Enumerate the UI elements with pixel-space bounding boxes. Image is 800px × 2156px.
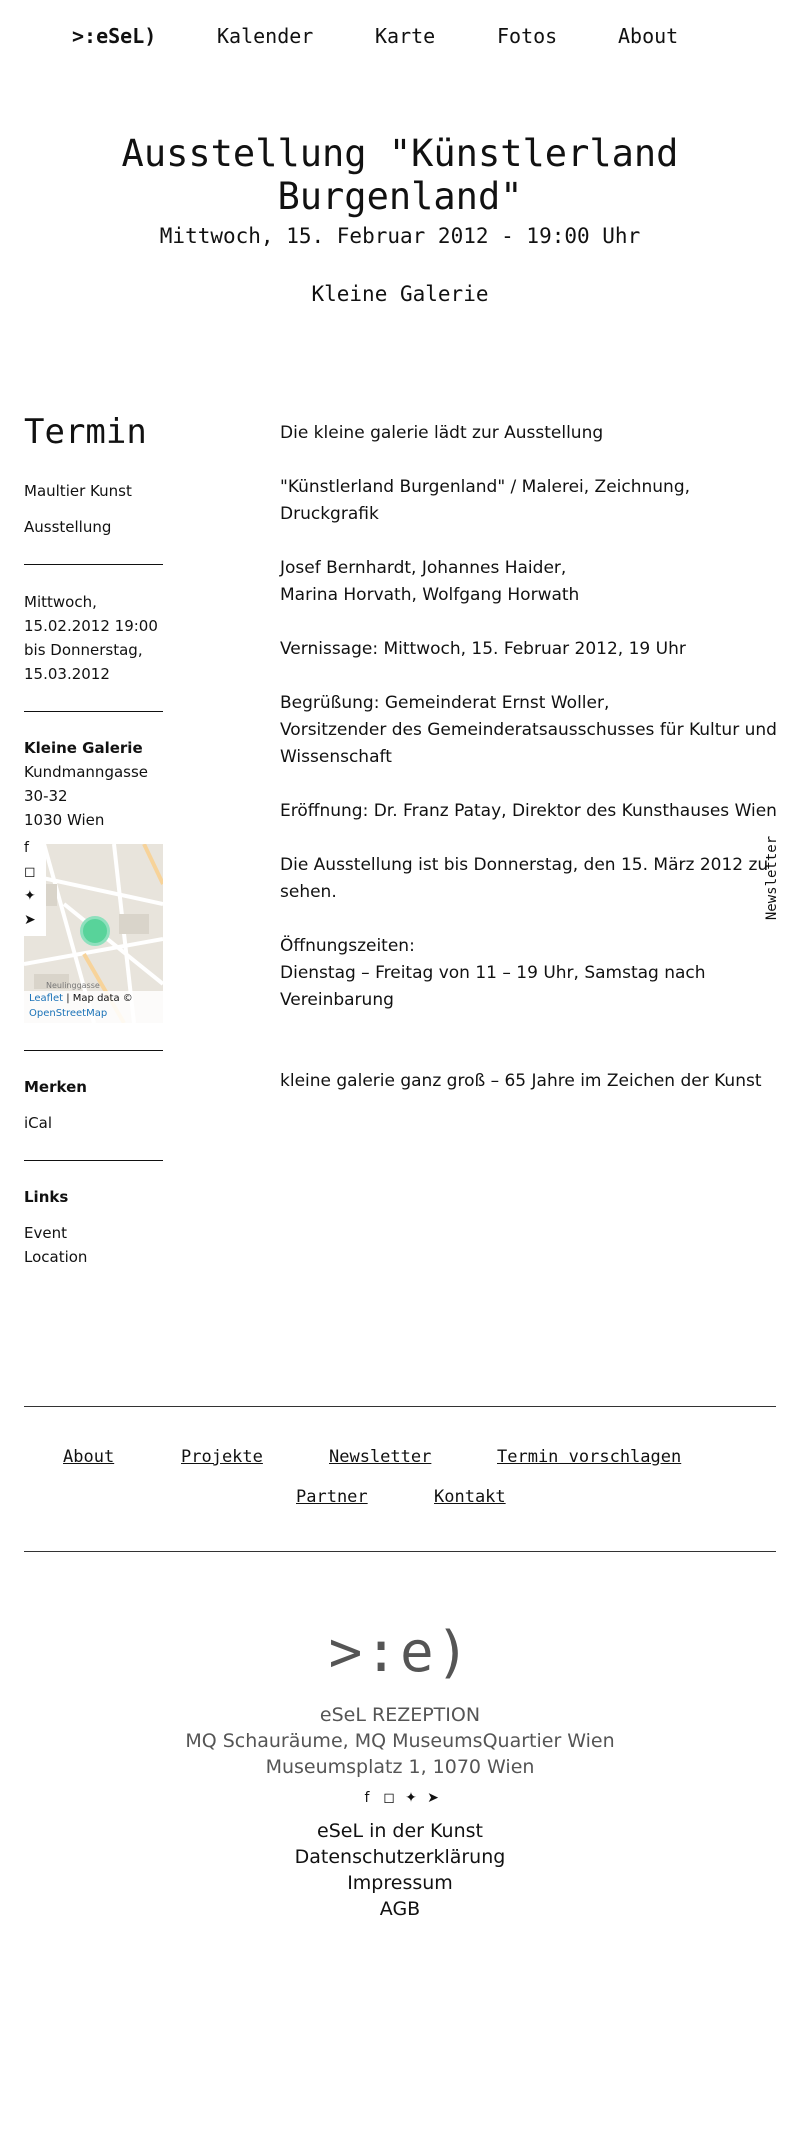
nav-karte[interactable]: Karte: [375, 24, 436, 48]
description-paragraph: Josef Bernhardt, Johannes Haider, Marina Horvath, Wolfgang Horwath: [280, 558, 580, 605]
top-nav: [0, 24, 800, 54]
divider: [24, 564, 163, 565]
event-description: [280, 420, 780, 1122]
event-date: Mittwoch, 15. Februar 2012 - 19:00 Uhr: [159, 224, 641, 248]
merken-label: Merken: [24, 1078, 87, 1096]
date-line: 15.02.2012 19:00: [24, 617, 158, 635]
footer-divider: [24, 1406, 776, 1407]
site-logo[interactable]: >:eSeL): [72, 24, 157, 48]
footer-link-termin-vorschlagen[interactable]: Termin vorschlagen: [497, 1447, 682, 1467]
telegram-icon[interactable]: ➤: [24, 912, 36, 928]
links-label: Links: [24, 1188, 69, 1206]
link-event[interactable]: Event: [24, 1224, 67, 1242]
description-paragraph: Öffnungszeiten: Dienstag – Freitag von 11 – 19 Uhr, Samstag nach Vereinbarung: [280, 936, 706, 1010]
newsletter-tab[interactable]: [758, 835, 781, 921]
address-line: Kundmanngasse: [24, 763, 149, 781]
description-paragraph: Eröffnung: Dr. Franz Patay, Direktor des Kunsthauses Wien: [280, 801, 777, 821]
description-paragraph: Vernissage: Mittwoch, 15. Februar 2012, 19 Uhr: [280, 639, 686, 659]
footer-link-partner[interactable]: Partner: [296, 1487, 368, 1507]
nav-about[interactable]: About: [618, 24, 679, 48]
map-attribution: [24, 991, 163, 1023]
footer-link-datenschutz[interactable]: Datenschutzerklärung: [294, 1846, 506, 1868]
footer-logo[interactable]: >:e): [328, 1620, 472, 1685]
page-title: Ausstellung "Künstlerland Burgenland": [121, 132, 679, 218]
divider: [24, 1050, 163, 1051]
attr-text: | Map data ©: [63, 993, 133, 1004]
footer-divider: [24, 1551, 776, 1552]
footer-link-projekte[interactable]: Projekte: [181, 1447, 263, 1467]
footer-address-1: MQ Schauräume, MQ MuseumsQuartier Wien: [185, 1730, 615, 1752]
footer-link-agb[interactable]: AGB: [379, 1898, 421, 1920]
telegram-icon[interactable]: ➤: [427, 1790, 439, 1806]
footer-link-kontakt[interactable]: Kontakt: [434, 1487, 506, 1507]
footer-link-about[interactable]: About: [63, 1447, 115, 1467]
facebook-icon[interactable]: f: [364, 1790, 370, 1806]
event-venue[interactable]: Kleine Galerie: [311, 282, 489, 306]
nav-fotos[interactable]: Fotos: [497, 24, 558, 48]
footer-link-impressum[interactable]: Impressum: [347, 1872, 453, 1894]
social-share-column: [24, 836, 46, 936]
instagram-icon[interactable]: ◻: [383, 1790, 395, 1806]
closing-line: kleine galerie ganz groß – 65 Jahre im Zeichen der Kunst: [280, 1071, 762, 1091]
termin-heading: Termin: [24, 412, 147, 452]
map-street-label: Neulinggasse: [46, 981, 100, 990]
description-paragraph: Die kleine galerie lädt zur Ausstellung: [280, 423, 604, 443]
instagram-icon[interactable]: ◻: [24, 864, 36, 880]
link-location[interactable]: Location: [24, 1248, 88, 1266]
newsletter-tab-label: Newsletter: [764, 835, 781, 921]
address-line: 30-32: [24, 787, 68, 805]
osm-link[interactable]: OpenStreetMap: [29, 1008, 108, 1019]
description-paragraph: "Künstlerland Burgenland" / Malerei, Zeichnung, Druckgrafik: [280, 477, 691, 524]
nav-kalender[interactable]: Kalender: [217, 24, 314, 48]
twitter-icon[interactable]: ✦: [405, 1790, 417, 1806]
tag-ausstellung[interactable]: Ausstellung: [24, 518, 112, 536]
footer-link-newsletter[interactable]: Newsletter: [329, 1447, 432, 1467]
date-line: Mittwoch,: [24, 593, 97, 611]
sidebar-dates: [24, 590, 164, 686]
footer-link-esel-in-der-kunst[interactable]: eSeL in der Kunst: [317, 1820, 483, 1842]
description-paragraph: Die Ausstellung ist bis Donnerstag, den 15. März 2012 zu sehen.: [280, 855, 769, 902]
twitter-icon[interactable]: ✦: [24, 888, 36, 904]
divider: [24, 711, 163, 712]
footer-address-2: Museumsplatz 1, 1070 Wien: [265, 1756, 535, 1778]
footer-social: [356, 1790, 446, 1806]
divider: [24, 1160, 163, 1161]
tag-maultier-kunst[interactable]: Maultier Kunst: [24, 482, 132, 500]
leaflet-link[interactable]: Leaflet: [29, 993, 64, 1004]
address-line: 1030 Wien: [24, 811, 105, 826]
ical-link[interactable]: iCal: [24, 1114, 53, 1132]
date-line: bis Donnerstag,: [24, 641, 143, 659]
map-marker[interactable]: [80, 916, 110, 946]
location-name[interactable]: Kleine Galerie: [24, 739, 143, 757]
sidebar-location: [24, 736, 164, 826]
date-line: 15.03.2012: [24, 665, 110, 683]
footer-org: eSeL REZEPTION: [319, 1704, 481, 1726]
description-paragraph: Begrüßung: Gemeinderat Ernst Woller, Vorsitzender des Gemeinderatsausschusses für Kultur und Wissenschaft: [280, 693, 777, 767]
facebook-icon[interactable]: f: [24, 840, 29, 856]
